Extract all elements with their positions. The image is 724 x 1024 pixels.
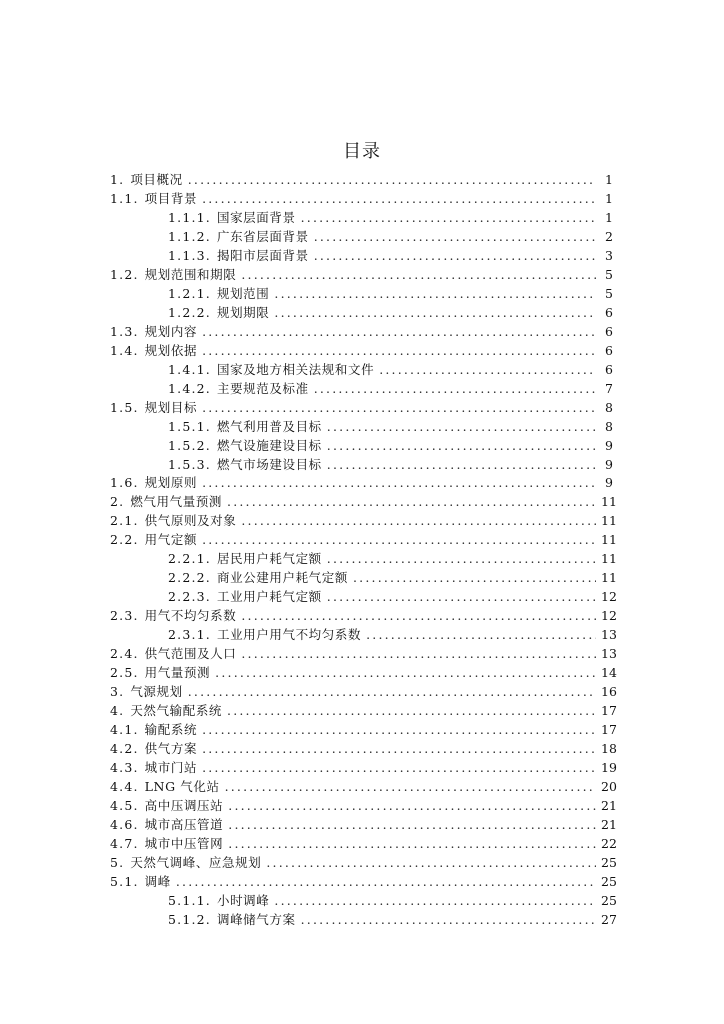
toc-entry-page-number: 13	[601, 627, 617, 643]
toc-entry-title: 城市门站	[144, 760, 198, 775]
toc-entry-page-number: 7	[605, 380, 613, 396]
toc-entry-number: 2.2.1.	[168, 551, 211, 567]
toc-entry[interactable]	[110, 606, 617, 625]
toc-entry-title: 天然气输配系统	[130, 703, 223, 719]
toc-entry[interactable]	[110, 568, 617, 587]
toc-entry[interactable]	[110, 341, 613, 360]
toc-entry-number: 2.2.2.	[168, 570, 211, 586]
toc-entry-page-number: 5	[605, 285, 613, 301]
toc-entry-title: 商业公建用户耗气定额	[216, 570, 348, 586]
toc-entry[interactable]	[110, 511, 617, 530]
toc-entry-title: 燃气利用普及目标	[216, 418, 322, 434]
toc-entry-number: 4.6.	[110, 816, 139, 832]
toc-entry-title: 天然气调峰、应急规划	[130, 854, 262, 870]
toc-entry-number: 1.3.	[110, 323, 139, 339]
toc-dot-leader	[227, 493, 596, 511]
toc-entry-number: 2.2.	[110, 532, 139, 548]
toc-entry-number: 2.	[110, 494, 125, 510]
toc-entry-number: 4.1.	[110, 722, 139, 738]
toc-entry-number: 1.2.	[110, 266, 139, 282]
toc-entry-page-number: 11	[601, 494, 617, 510]
toc-entry-page-number: 1	[605, 171, 613, 187]
toc-entry-number: 5.1.2.	[168, 911, 211, 927]
toc-dot-leader	[188, 683, 596, 701]
toc-dot-leader	[215, 664, 596, 682]
toc-dot-leader	[202, 474, 596, 492]
toc-entry-title: 高中压调压站	[144, 797, 224, 813]
toc-entry-page-number: 11	[601, 570, 617, 586]
toc-entry-page-number: 1	[605, 209, 613, 225]
toc-dot-leader	[202, 342, 596, 360]
toc-entry-number: 3.	[110, 684, 125, 700]
toc-entry[interactable]	[110, 891, 617, 910]
toc-entry-page-number: 14	[601, 665, 617, 681]
toc-entry-page-number: 2	[605, 228, 613, 244]
toc-entry-number: 1.5.1.	[168, 418, 211, 434]
toc-entry-page-number: 11	[601, 532, 617, 548]
toc-entry[interactable]	[110, 758, 617, 777]
toc-dot-leader	[202, 531, 596, 549]
toc-entry-title: 城市中压管网	[144, 835, 224, 851]
toc-dot-leader	[225, 778, 596, 796]
toc-entry-page-number: 12	[601, 589, 617, 605]
toc-entry-number: 1.1.2.	[168, 228, 211, 244]
toc-entry-title: 工业用户用气不均匀系数	[216, 627, 362, 643]
toc-entry-page-number: 13	[601, 646, 617, 662]
toc-entry-title: 项目概况	[130, 171, 183, 187]
toc-entry-page-number: 12	[601, 608, 617, 624]
toc-entry-title: 工业用户耗气定额	[216, 589, 322, 605]
toc-entry-page-number: 16	[601, 684, 617, 700]
toc-entry-page-number: 17	[601, 722, 617, 738]
toc-entry-title: 规划范围	[216, 285, 270, 301]
toc-entry-number: 2.3.	[110, 608, 139, 624]
toc-dot-leader	[327, 550, 596, 568]
toc-dot-leader	[227, 702, 596, 720]
toc-entry-page-number: 21	[601, 816, 617, 832]
toc-entry-number: 2.3.1.	[168, 627, 211, 643]
toc-entry-page-number: 18	[601, 741, 617, 757]
toc-dot-leader	[301, 911, 596, 929]
toc-entry-title: 燃气用气量预测	[130, 494, 223, 510]
toc-entry-title: 国家及地方相关法规和文件	[216, 361, 375, 377]
toc-entry-number: 1.5.	[110, 399, 139, 415]
toc-entry-number: 2.2.3.	[168, 589, 211, 605]
toc-entry-title: 广东省层面背景	[216, 228, 309, 244]
toc-entry[interactable]	[110, 360, 613, 379]
toc-dot-leader	[228, 835, 596, 853]
toc-dot-leader	[327, 588, 596, 606]
toc-entry-title: 主要规范及标准	[216, 380, 309, 396]
toc-entry[interactable]	[110, 701, 617, 720]
toc-dot-leader	[241, 512, 596, 530]
toc-dot-leader	[188, 171, 596, 189]
toc-entry-title: 规划目标	[144, 399, 198, 415]
toc-entry-page-number: 3	[605, 247, 613, 263]
toc-entry-number: 5.1.	[110, 873, 139, 889]
toc-dot-leader	[327, 437, 596, 455]
toc-entry-page-number: 9	[605, 437, 613, 453]
toc-entry[interactable]	[110, 530, 617, 549]
toc-entry-title: 调峰储气方案	[216, 911, 296, 927]
toc-entry-page-number: 21	[601, 797, 617, 813]
toc-dot-leader	[314, 228, 596, 246]
toc-dot-leader	[202, 190, 596, 208]
toc-entry-number: 1.1.3.	[168, 247, 211, 263]
toc-entry-title: 城市高压管道	[144, 816, 224, 832]
toc-entry-title: 用气量预测	[144, 665, 211, 681]
toc-entry[interactable]	[110, 455, 613, 474]
toc-dot-leader	[202, 759, 596, 777]
toc-entry-page-number: 1	[605, 190, 613, 206]
toc-entry-title: 规划期限	[216, 304, 270, 320]
toc-entry[interactable]	[110, 246, 613, 265]
toc-entry-page-number: 25	[601, 854, 617, 870]
toc-entry[interactable]	[110, 872, 617, 891]
toc-entry[interactable]	[110, 284, 613, 303]
toc-dot-leader	[202, 740, 596, 758]
toc-entry-title: 国家层面背景	[216, 209, 296, 225]
toc-entry[interactable]	[110, 682, 617, 701]
toc-entry-number: 4.2.	[110, 741, 139, 757]
toc-entry-title: 居民用户耗气定额	[216, 551, 322, 567]
toc-entry-page-number: 6	[605, 342, 613, 358]
toc-entry-page-number: 8	[605, 399, 613, 415]
toc-entry-number: 1.	[110, 171, 125, 187]
toc-entry[interactable]	[110, 492, 617, 511]
toc-entry[interactable]	[110, 189, 613, 208]
toc-entry-page-number: 6	[605, 361, 613, 377]
toc-entry-page-number: 19	[601, 760, 617, 775]
toc-dot-leader	[202, 399, 596, 417]
toc-dot-leader	[327, 456, 596, 474]
toc-entry-page-number: 17	[601, 703, 617, 719]
toc-dot-leader	[314, 380, 596, 398]
toc-entry-number: 4.	[110, 703, 125, 719]
toc-dot-leader	[314, 247, 596, 265]
toc-dot-leader	[274, 892, 596, 910]
toc-entry-number: 1.2.2.	[168, 304, 211, 320]
toc-entry[interactable]	[110, 587, 617, 606]
toc-dot-leader	[228, 816, 596, 834]
toc-entry[interactable]	[110, 720, 617, 739]
toc-entry[interactable]	[110, 265, 613, 284]
toc-entry[interactable]	[110, 796, 617, 815]
toc-entry-page-number: 11	[601, 513, 617, 529]
toc-entry[interactable]	[110, 834, 617, 853]
toc-entry-number: 4.4.	[110, 778, 139, 794]
toc-entry[interactable]	[110, 625, 617, 644]
toc-entry[interactable]	[110, 549, 617, 568]
toc-dot-leader	[202, 721, 596, 739]
toc-entry-title: 项目背景	[144, 190, 198, 206]
toc-entry-page-number: 6	[605, 304, 613, 320]
toc-entry-number: 5.1.1.	[168, 892, 211, 908]
toc-entry-title: 气源规划	[130, 684, 183, 700]
toc-entry[interactable]	[110, 474, 613, 493]
toc-entry-number: 1.5.2.	[168, 437, 211, 453]
toc-dot-leader	[176, 873, 596, 891]
toc-entry-page-number: 6	[605, 323, 613, 339]
toc-entry[interactable]	[110, 777, 617, 796]
toc-entry-number: 4.5.	[110, 797, 139, 813]
toc-entry-title: 燃气设施建设目标	[216, 437, 322, 453]
toc-entry-title: 供气方案	[144, 741, 198, 757]
toc-entry[interactable]	[110, 208, 613, 227]
toc-entry-page-number: 25	[601, 892, 617, 908]
toc-entry-number: 1.6.	[110, 475, 139, 491]
toc-entry-title: 规划内容	[144, 323, 198, 339]
toc-entry-number: 2.5.	[110, 665, 139, 681]
toc-entry-number: 2.1.	[110, 513, 139, 529]
page-title: 目录	[343, 141, 381, 162]
toc-entry[interactable]	[110, 739, 617, 758]
toc-entry[interactable]	[110, 227, 613, 246]
toc-dot-leader	[274, 304, 596, 322]
toc-entry-title: 输配系统	[144, 722, 198, 738]
toc-entry[interactable]	[110, 815, 617, 834]
toc-entry-page-number: 9	[605, 475, 613, 491]
toc-entry[interactable]	[110, 436, 613, 455]
toc-entry[interactable]	[110, 322, 613, 341]
toc-dot-leader	[379, 361, 596, 379]
toc-dot-leader	[274, 285, 596, 303]
toc-entry-number: 1.4.2.	[168, 380, 211, 396]
toc-dot-leader	[353, 569, 596, 587]
toc-dot-leader	[241, 266, 596, 284]
toc-entry-title: 燃气市场建设目标	[216, 456, 322, 472]
table-of-contents	[110, 170, 617, 929]
toc-dot-leader	[241, 645, 596, 663]
toc-entry-title: 小时调峰	[216, 892, 270, 908]
toc-entry-number: 1.5.3.	[168, 456, 211, 472]
toc-entry-title: 用气不均匀系数	[144, 608, 237, 624]
toc-entry[interactable]	[110, 910, 617, 929]
toc-entry-page-number: 5	[605, 266, 613, 282]
toc-entry[interactable]	[110, 398, 613, 417]
toc-entry-title: 用气定额	[144, 532, 198, 548]
toc-entry-page-number: 9	[605, 456, 613, 472]
toc-entry-number: 5.	[110, 854, 125, 870]
toc-entry-number: 4.3.	[110, 760, 139, 775]
toc-entry-number: 1.1.1.	[168, 209, 211, 225]
toc-entry[interactable]	[110, 303, 613, 322]
toc-entry-page-number: 27	[601, 911, 617, 927]
toc-dot-leader	[301, 209, 596, 227]
toc-entry[interactable]	[110, 170, 613, 189]
toc-dot-leader	[266, 854, 596, 872]
toc-dot-leader	[202, 323, 596, 341]
toc-entry-page-number: 20	[601, 778, 617, 794]
toc-entry-number: 1.4.	[110, 342, 139, 358]
toc-entry-page-number: 11	[601, 551, 617, 567]
toc-entry-page-number: 25	[601, 873, 617, 889]
toc-dot-leader	[228, 797, 596, 815]
toc-entry-title: 调峰	[144, 873, 171, 889]
toc-entry-title: 供气原则及对象	[144, 513, 237, 529]
toc-entry-number: 1.2.1.	[168, 285, 211, 301]
toc-entry[interactable]	[110, 417, 613, 436]
toc-entry-number: 1.4.1.	[168, 361, 211, 377]
toc-dot-leader	[241, 607, 596, 625]
toc-entry-title: 供气范围及人口	[144, 646, 237, 662]
toc-entry-title: 揭阳市层面背景	[216, 247, 309, 263]
toc-entry-title: 规划依据	[144, 342, 198, 358]
toc-dot-leader	[327, 418, 596, 436]
toc-entry-number: 4.7.	[110, 835, 139, 851]
toc-entry-title: 规划原则	[144, 475, 198, 491]
toc-entry-number: 1.1.	[110, 190, 139, 206]
toc-entry-title: LNG 气化站	[144, 778, 220, 794]
toc-entry-page-number: 22	[601, 835, 617, 851]
toc-entry[interactable]	[110, 644, 617, 663]
toc-entry-title: 规划范围和期限	[144, 266, 237, 282]
toc-entry[interactable]	[110, 663, 617, 682]
toc-entry[interactable]	[110, 379, 613, 398]
toc-entry-page-number: 8	[605, 418, 613, 434]
toc-dot-leader	[366, 626, 596, 644]
toc-entry[interactable]	[110, 853, 617, 872]
toc-entry-number: 2.4.	[110, 646, 139, 662]
